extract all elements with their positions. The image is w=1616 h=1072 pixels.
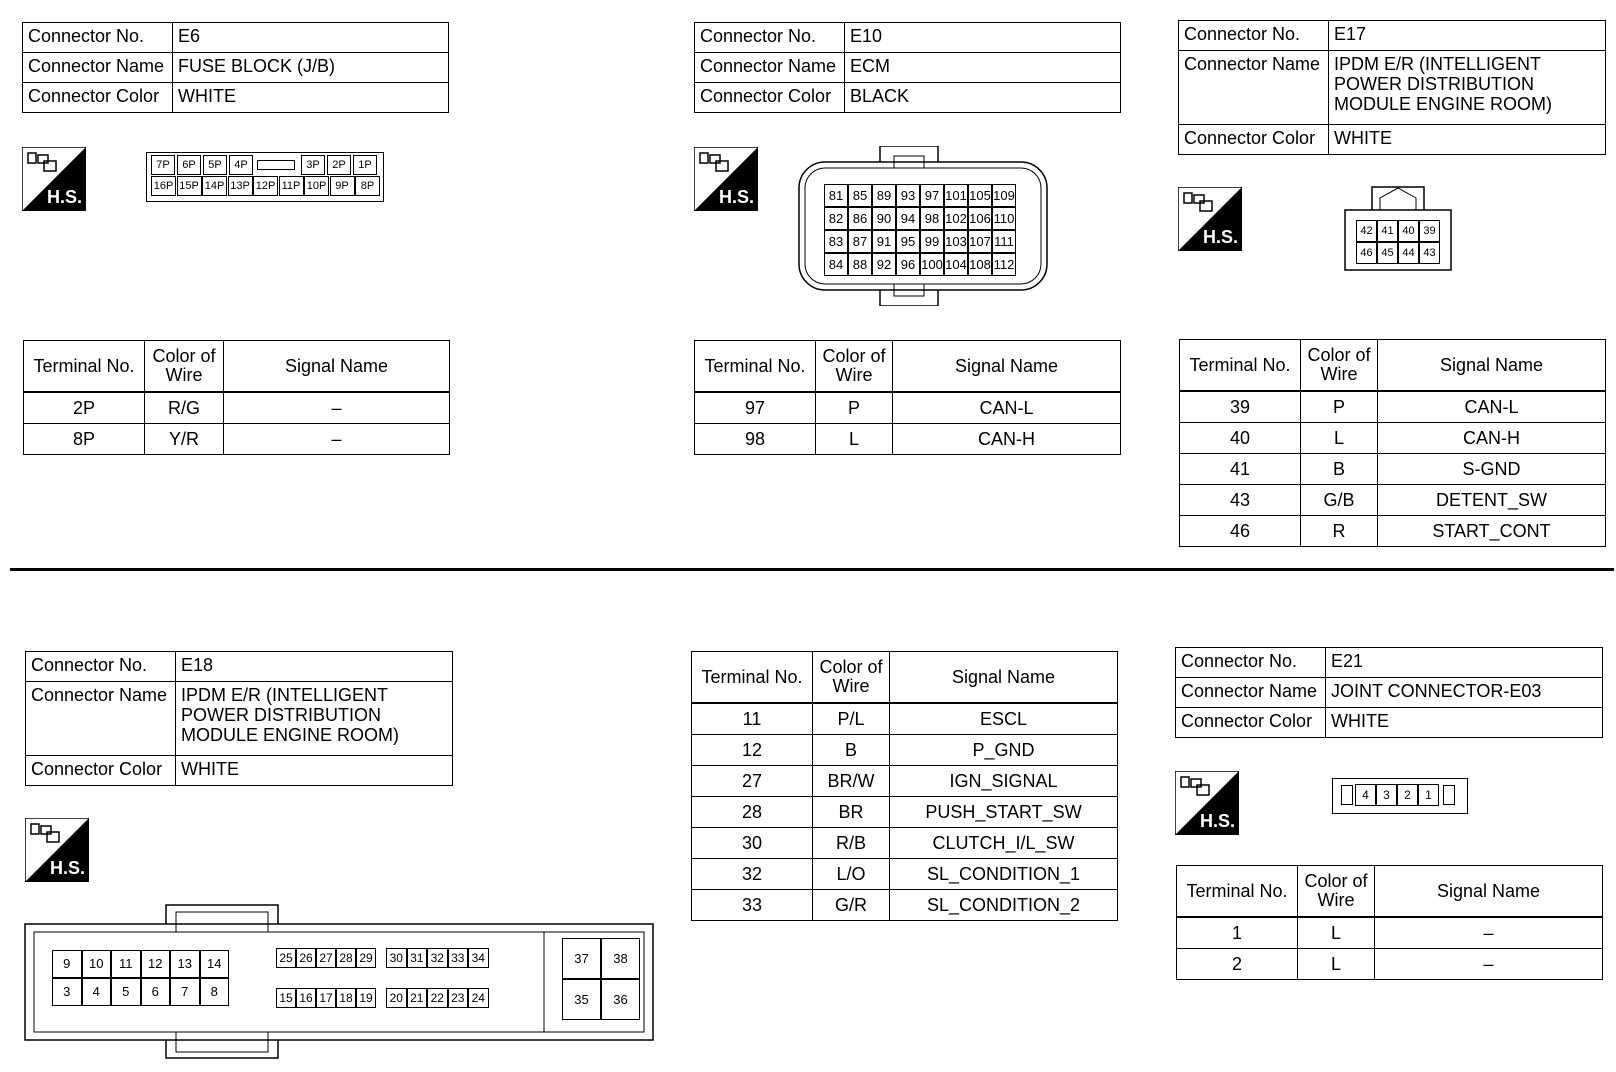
connector-pin: 17: [316, 988, 336, 1008]
label-connector-name: Connector Name: [23, 53, 173, 83]
connector-pin: 110: [992, 207, 1016, 230]
connector-pin: [1443, 785, 1455, 805]
connector-pin: 2: [1397, 784, 1418, 806]
connector-pin: 44: [1398, 242, 1419, 264]
e10-no: E10: [845, 23, 1121, 53]
connector-pin: 8P: [355, 176, 380, 196]
table-row: 39 P CAN-L: [1180, 391, 1606, 423]
connector-pin: 83: [824, 230, 848, 253]
connector-pin: 92: [872, 253, 896, 276]
table-row: 41 B S-GND: [1180, 454, 1606, 485]
e10-terminal-table: Terminal No. Color of Wire Signal Name 97 P CAN-L 98 L CAN-H: [694, 340, 1121, 455]
hs-icon: H.S.: [25, 818, 89, 882]
connector-pin: 10: [82, 950, 112, 978]
connector-pin: 3: [52, 978, 82, 1006]
connector-pin: 86: [848, 207, 872, 230]
e18-info-table: Connector No. E18 Connector Name IPDM E/R (INTELLIGENT POWER DISTRIBUTION MODULE ENGINE ROOM) Connector Color WHITE: [25, 651, 453, 786]
connector-pin: 103: [944, 230, 968, 253]
connector-pin: 95: [896, 230, 920, 253]
connector-pin: 45: [1377, 242, 1398, 264]
connector-pin: 37: [562, 938, 601, 979]
th-terminal: Terminal No.: [24, 341, 145, 393]
connector-pin: 13: [170, 950, 200, 978]
connector-pin: 38: [601, 938, 640, 979]
th-color: Color of Wire: [145, 341, 224, 393]
connector-pin: 91: [872, 230, 896, 253]
e18-name: IPDM E/R (INTELLIGENT POWER DISTRIBUTION MODULE ENGINE ROOM): [176, 682, 453, 756]
connector-pin: 13P: [228, 176, 253, 196]
connector-pin: 14: [200, 950, 230, 978]
connector-pin: 101: [944, 184, 968, 207]
connector-pin: 14P: [202, 176, 227, 196]
e18-color: WHITE: [176, 756, 453, 786]
connector-pin: 98: [920, 207, 944, 230]
e21-terminal-table: Terminal No. Color of Wire Signal Name 1 L – 2 L –: [1176, 865, 1603, 980]
connector-pin: 7P: [151, 155, 175, 175]
table-row: 46 R START_CONT: [1180, 516, 1606, 547]
e21-no: E21: [1326, 648, 1603, 678]
connector-pin: 41: [1377, 220, 1398, 242]
connector-pin: 3P: [301, 155, 325, 175]
connector-pin: 24: [468, 988, 489, 1008]
table-row: 12 B P_GND: [692, 735, 1118, 766]
connector-pin: 102: [944, 207, 968, 230]
connector-pin: 100: [920, 253, 944, 276]
connector-pin: 4: [82, 978, 112, 1006]
connector-pin: 16P: [151, 176, 176, 196]
connector-pin: 9P: [330, 176, 355, 196]
connector-pin: 36: [601, 979, 640, 1020]
connector-pin: 5: [111, 978, 141, 1006]
e10-info-table: Connector No. E10 Connector Name ECM Connector Color BLACK: [694, 22, 1121, 113]
table-row: 32 L/O SL_CONDITION_1: [692, 859, 1118, 890]
connector-pin: 11P: [279, 176, 304, 196]
e17-connector: [1344, 186, 1452, 272]
e6-info-table: [22, 22, 449, 113]
connector-pin: 12P: [253, 176, 278, 196]
connector-pin: 108: [968, 253, 992, 276]
connector-pin: 87: [848, 230, 872, 253]
connector-pin: 32: [427, 948, 448, 968]
connector-pin: 4: [1355, 784, 1376, 806]
e21-connector: [1332, 778, 1468, 814]
connector-pin: 19: [356, 988, 376, 1008]
table-row: 97 P CAN-L: [695, 392, 1121, 424]
table-row: 2P R/G –: [24, 392, 450, 424]
connector-pin: 106: [968, 207, 992, 230]
e17-info-table: Connector No. E17 Connector Name IPDM E/R (INTELLIGENT POWER DISTRIBUTION MODULE ENGINE ROOM) Connector Color WHITE: [1178, 20, 1606, 155]
e21-name: JOINT CONNECTOR-E03: [1326, 678, 1603, 708]
label-connector-color: Connector Color: [23, 83, 173, 113]
table-row: 27 BR/W IGN_SIGNAL: [692, 766, 1118, 797]
connector-pin: 1: [1418, 784, 1439, 806]
connector-pin: 112: [992, 253, 1016, 276]
e21-info-table: Connector No. E21 Connector Name JOINT CONNECTOR-E03 Connector Color WHITE: [1175, 647, 1603, 738]
connector-pin: 15: [276, 988, 296, 1008]
section-divider: [10, 568, 1614, 571]
connector-pin: 2P: [327, 155, 351, 175]
connector-pin: 7: [170, 978, 200, 1006]
hs-icon: H.S.: [1175, 771, 1239, 835]
connector-pin: 35: [562, 979, 601, 1020]
connector-pin: 84: [824, 253, 848, 276]
e10-color: BLACK: [845, 83, 1121, 113]
connector-pin: 104: [944, 253, 968, 276]
connector-pin: 96: [896, 253, 920, 276]
connector-pin: 21: [407, 988, 428, 1008]
e10-connector: [798, 146, 1050, 306]
connector-pin: 90: [872, 207, 896, 230]
table-row: 2 L –: [1177, 949, 1603, 980]
e6-connector: [146, 152, 384, 202]
connector-pin: 109: [992, 184, 1016, 207]
e18-connector: [24, 904, 654, 1060]
table-row: 11 P/L ESCL: [692, 703, 1118, 735]
connector-pin: 3: [1376, 784, 1397, 806]
connector-pin: 39: [1419, 220, 1440, 242]
connector-pin: 29: [356, 948, 376, 968]
connector-pin: [1341, 785, 1353, 805]
connector-pin: 85: [848, 184, 872, 207]
connector-pin: 5P: [203, 155, 227, 175]
connector-pin: 105: [968, 184, 992, 207]
connector-pin: 25: [276, 948, 296, 968]
connector-pin: 111: [992, 230, 1016, 253]
e18-no: E18: [176, 652, 453, 682]
e6-name: FUSE BLOCK (J/B): [173, 53, 449, 83]
table-row: 28 BR PUSH_START_SW: [692, 797, 1118, 828]
table-row: 40 L CAN-H: [1180, 423, 1606, 454]
connector-pin: 93: [896, 184, 920, 207]
connector-pin: 12: [141, 950, 171, 978]
connector-pin: 26: [296, 948, 316, 968]
connector-pin: 6: [141, 978, 171, 1006]
label-connector-no: Connector No.: [23, 23, 173, 53]
connector-pin: 23: [448, 988, 469, 1008]
table-row: 1 L –: [1177, 917, 1603, 949]
e17-terminal-table: Terminal No. Color of Wire Signal Name 39 P CAN-L 40 L CAN-H 41 B S-GND 43 G/B DETENT_SW 46 R START_CONT: [1179, 339, 1606, 547]
connector-pin: 18: [336, 988, 356, 1008]
connector-pin: 6P: [177, 155, 201, 175]
hs-icon: H.S.: [22, 147, 86, 211]
connector-pin: 10P: [304, 176, 329, 196]
connector-pin: 9: [52, 950, 82, 978]
e10-name: ECM: [845, 53, 1121, 83]
hs-icon: H.S.: [694, 147, 758, 211]
connector-pin: 30: [386, 948, 407, 968]
connector-pin: 16: [296, 988, 316, 1008]
connector-pin: 82: [824, 207, 848, 230]
e17-name: IPDM E/R (INTELLIGENT POWER DISTRIBUTION MODULE ENGINE ROOM): [1329, 51, 1606, 125]
connector-pin: 46: [1356, 242, 1377, 264]
e17-no: E17: [1329, 21, 1606, 51]
connector-pin: 34: [468, 948, 489, 968]
connector-pin: 15P: [177, 176, 202, 196]
connector-pin: 40: [1398, 220, 1419, 242]
e6-color: WHITE: [173, 83, 449, 113]
connector-pin: 94: [896, 207, 920, 230]
table-row: 43 G/B DETENT_SW: [1180, 485, 1606, 516]
table-row: 33 G/R SL_CONDITION_2: [692, 890, 1118, 921]
connector-pin: 1P: [353, 155, 377, 175]
connector-pin: 8: [200, 978, 230, 1006]
e21-color: WHITE: [1326, 708, 1603, 738]
connector-pin: 33: [448, 948, 469, 968]
connector-pin: 81: [824, 184, 848, 207]
connector-pin: 99: [920, 230, 944, 253]
connector-pin: 4P: [229, 155, 253, 175]
connector-pin: [257, 160, 295, 170]
e17-color: WHITE: [1329, 125, 1606, 155]
connector-pin: 22: [427, 988, 448, 1008]
connector-pin: 11: [111, 950, 141, 978]
table-row: 8P Y/R –: [24, 424, 450, 455]
connector-pin: 107: [968, 230, 992, 253]
connector-pin: 28: [336, 948, 356, 968]
connector-pin: 89: [872, 184, 896, 207]
table-row: 98 L CAN-H: [695, 424, 1121, 455]
connector-pin: 43: [1419, 242, 1440, 264]
table-row: 30 R/B CLUTCH_I/L_SW: [692, 828, 1118, 859]
connector-pin: 20: [386, 988, 407, 1008]
e18-terminal-table: Terminal No. Color of Wire Signal Name 11 P/L ESCL 12 B P_GND 27 BR/W IGN_SIGNAL 28 BR PUSH_START_SW 30 R/B CLUTCH_I/L_SW 32 L/O SL_CONDITION_1 33 G/R SL_CONDITION_2: [691, 651, 1118, 921]
e6-no: E6: [173, 23, 449, 53]
e6-terminal-table: [23, 340, 450, 455]
connector-pin: 97: [920, 184, 944, 207]
th-signal: Signal Name: [224, 341, 450, 393]
connector-pin: 31: [407, 948, 428, 968]
connector-pin: 42: [1356, 220, 1377, 242]
connector-pin: 88: [848, 253, 872, 276]
hs-icon: H.S.: [1178, 187, 1242, 251]
connector-pin: 27: [316, 948, 336, 968]
